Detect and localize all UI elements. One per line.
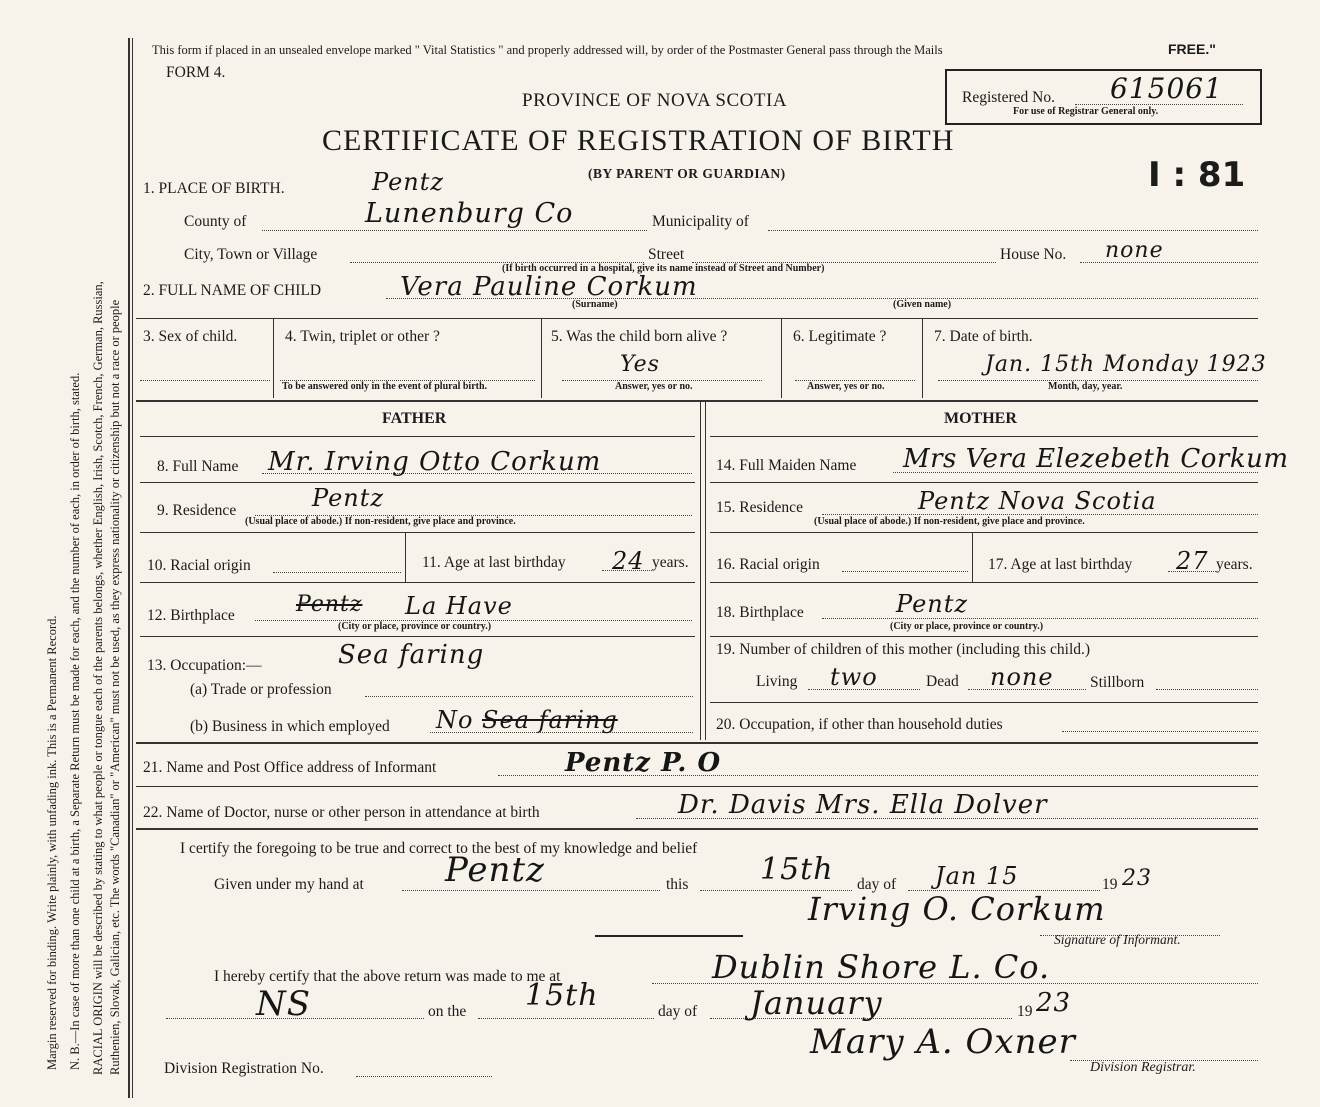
rule-doctor-bottom: [136, 828, 1258, 830]
business-label: (b) Business in which employed: [190, 718, 390, 735]
registrar-note: For use of Registrar General only.: [1013, 106, 1159, 117]
certify-line: I certify the foregoing to be true and correct to the best of my knowledge and belief: [180, 840, 698, 857]
year-value: 23: [1122, 866, 1152, 891]
informant-value: Pentz P. O: [565, 748, 722, 778]
father-birthplace-note: (City or place, province or country.): [338, 621, 492, 632]
mother-occupation-dots: [1062, 731, 1258, 732]
day-of-label: day of: [857, 876, 897, 893]
rule-father-h4: [140, 582, 695, 583]
free-label: FREE.": [1168, 41, 1216, 57]
father-name-value: Mr. Irving Otto Corkum: [268, 447, 602, 477]
father-birthplace-label: 12. Birthplace: [147, 607, 235, 624]
county-dots: [262, 230, 647, 231]
rule-mother-h1: [710, 436, 1258, 437]
stillborn-dots: [1156, 689, 1258, 690]
year-prefix: 19: [1102, 876, 1118, 893]
month2-value: January: [750, 984, 883, 1022]
rule-father-h5: [140, 636, 695, 637]
mother-name-label: 14. Full Maiden Name: [716, 457, 857, 474]
rule-father-h2: [140, 482, 695, 483]
mother-racial-dots: [842, 571, 968, 572]
margin-note-nb: N. B.—In case of more than one child at a birth, a Separate Return must be made for each, and the number of each, in order of birth, stated.: [68, 372, 82, 1070]
rule-mother-h6: [710, 702, 1258, 703]
mother-residence-value: Pentz Nova Scotia: [918, 487, 1157, 515]
father-birthplace-value: La Have: [405, 592, 513, 620]
father-residence-note: (Usual place of abode.) If non-resident, give place and province.: [245, 516, 516, 527]
rule-mother-h3: [710, 532, 1258, 533]
father-years-label: years.: [652, 554, 689, 571]
signature-dash: [595, 935, 743, 937]
registration-stamp: I : 81: [1148, 155, 1246, 195]
postal-notice: This form if placed in an unsealed envelope marked " Vital Statistics " and properly addressed will, by order of the Postmaster General pass through the Mails: [152, 43, 943, 57]
given-place-value: Pentz: [445, 850, 545, 890]
given-name-note: (Given name): [893, 299, 952, 310]
rule-row3-top: [136, 318, 1258, 319]
dob-value: Jan. 15th Monday 1923: [985, 352, 1267, 377]
mother-birthplace-dots: [822, 618, 1258, 619]
margin-note-racial: RACIAL ORIGIN will be described by stating to what people or tongue each of the parents belongs, whether English, Irish, Scotch, French, German, Russian,: [91, 281, 105, 1075]
margin-note-racial-2: Ruthenien, Slovak, Galician, etc. The words "Canadian" or "American" must not be used, as they express nationality or citizenship but not a race or people: [108, 299, 122, 1075]
rule-father-v-age: [405, 532, 406, 582]
registrar-signature: Mary A. Oxner: [810, 1022, 1076, 1062]
father-residence-label: 9. Residence: [157, 502, 237, 519]
business-struck: Sea faring: [482, 706, 618, 734]
rule-row3-v3: [781, 318, 782, 398]
rule-parents-mid-2: [705, 402, 706, 740]
dob-note: Month, day, year.: [1048, 381, 1123, 392]
twin-label: 4. Twin, triplet or other ?: [285, 328, 440, 345]
street-note: (If birth occurred in a hospital, give its name instead of Street and Number): [502, 263, 825, 274]
mother-residence-label: 15. Residence: [716, 499, 803, 516]
stillborn-label: Stillborn: [1090, 674, 1145, 691]
mother-racial-label: 16. Racial origin: [716, 556, 820, 573]
month-value: Jan 15: [935, 862, 1019, 890]
rule-mother-h5: [710, 636, 1258, 637]
mother-residence-note: (Usual place of abode.) If non-resident, give place and province.: [814, 516, 1085, 527]
doctor-value: Dr. Davis Mrs. Ella Dolver: [678, 790, 1048, 820]
year2-prefix: 19: [1017, 1003, 1033, 1020]
given-under-label: Given under my hand at: [214, 876, 364, 893]
mother-occupation-label: 20. Occupation, if other than household duties: [716, 716, 1003, 733]
rule-father-h1: [140, 436, 695, 437]
rule-mother-h2: [710, 482, 1258, 483]
rule-mother-h4: [710, 582, 1258, 583]
father-age-label: 11. Age at last birthday: [422, 554, 566, 571]
rule-row3-v2: [541, 318, 542, 398]
rule-row3-v4: [922, 318, 923, 398]
municipality-dots: [768, 230, 1258, 231]
signature-of-informant-label: Signature of Informant.: [1054, 932, 1181, 947]
rule-row3-v1: [273, 318, 274, 398]
rule-parents-bottom: [136, 742, 1258, 744]
margin-note-binding: Margin reserved for binding. Write plainly, with unfading ink. This is a Permanent Record.: [45, 615, 59, 1070]
division-registration-label: Division Registration No.: [164, 1060, 324, 1077]
division-registrar-label: Division Registrar.: [1090, 1060, 1196, 1075]
father-age-value: 24: [612, 547, 645, 575]
binding-margin-line-2: [132, 38, 133, 1098]
on-the-label: on the: [428, 1003, 467, 1020]
mother-birthplace-value: Pentz: [896, 590, 969, 618]
province-heading: PROVINCE OF NOVA SCOTIA: [522, 90, 788, 111]
father-residence-value: Pentz: [312, 484, 385, 512]
father-racial-label: 10. Racial origin: [147, 557, 251, 574]
county-label: County of: [184, 213, 247, 230]
rule-informant-bottom: [136, 786, 1258, 787]
child-name-label: 2. FULL NAME OF CHILD: [143, 282, 322, 299]
division-registration-dots: [356, 1076, 492, 1077]
municipality-label: Municipality of: [652, 213, 749, 230]
given-place-dots: [402, 890, 660, 891]
rule-mother-v-age: [972, 532, 973, 582]
business-value: No: [436, 706, 474, 734]
house-label: House No.: [1000, 246, 1067, 263]
place-of-birth-value: Pentz: [372, 168, 445, 196]
hereby-place-value: Dublin Shore L. Co.: [712, 948, 1051, 986]
father-racial-dots: [273, 572, 401, 573]
house-value: none: [1105, 238, 1164, 263]
alive-value: Yes: [620, 352, 660, 377]
dead-label: Dead: [926, 673, 959, 690]
rule-parents-mid-1: [700, 402, 701, 740]
doctor-label: 22. Name of Doctor, nurse or other person in attendance at birth: [143, 804, 540, 821]
county-value: Lunenburg Co: [365, 198, 574, 229]
father-heading: FATHER: [382, 410, 447, 427]
city-label: City, Town or Village: [184, 246, 318, 263]
this-day-value: 15th: [760, 852, 834, 887]
legitimate-note: Answer, yes or no.: [807, 381, 885, 392]
sex-dots: [140, 380, 270, 381]
mother-heading: MOTHER: [944, 410, 1017, 427]
mother-name-value: Mrs Vera Elezebeth Corkum: [903, 444, 1289, 474]
trade-dots: [365, 696, 693, 697]
form-number: FORM 4.: [166, 64, 226, 81]
page-subtitle: (BY PARENT OR GUARDIAN): [588, 166, 786, 181]
living-value: two: [830, 663, 878, 691]
street-label: Street: [648, 246, 685, 263]
sex-label: 3. Sex of child.: [143, 328, 238, 345]
dead-value: none: [990, 663, 1054, 691]
rule-father-h3: [140, 532, 695, 533]
registered-label: Registered No.: [962, 89, 1055, 106]
this-label: this: [666, 876, 689, 893]
on-the-value: 15th: [525, 978, 599, 1013]
living-label: Living: [756, 673, 798, 690]
ns-value: NS: [256, 984, 312, 1024]
hereby-label: I hereby certify that the above return was made to me at: [214, 968, 561, 985]
mother-birthplace-label: 18. Birthplace: [716, 604, 804, 621]
binding-margin-line: [128, 38, 130, 1098]
informant-label: 21. Name and Post Office address of Informant: [143, 759, 437, 776]
father-occupation-value: Sea faring: [338, 640, 485, 670]
mother-children-label: 19. Number of children of this mother (including this child.): [716, 641, 1091, 658]
twin-note: To be answered only in the event of plural birth.: [282, 381, 488, 392]
on-the-dots: [478, 1018, 654, 1019]
father-birthplace-struck: Pentz: [296, 592, 363, 617]
legitimate-label: 6. Legitimate ?: [793, 328, 887, 345]
page-title: CERTIFICATE OF REGISTRATION OF BIRTH: [322, 124, 955, 157]
rule-parents-top: [136, 400, 1258, 402]
alive-label: 5. Was the child born alive ?: [551, 328, 728, 345]
trade-label: (a) Trade or profession: [190, 681, 332, 698]
alive-note: Answer, yes or no.: [615, 381, 693, 392]
surname-note: (Surname): [572, 299, 618, 310]
father-occupation-label: 13. Occupation:—: [147, 657, 262, 674]
registered-value: 615061: [1110, 72, 1223, 105]
father-name-label: 8. Full Name: [157, 458, 239, 475]
place-of-birth-label: 1. PLACE OF BIRTH.: [143, 180, 285, 197]
mother-years-label: years.: [1216, 556, 1253, 573]
mother-age-value: 27: [1176, 547, 1209, 575]
day-of-label-2: day of: [658, 1003, 698, 1020]
mother-age-label: 17. Age at last birthday: [988, 556, 1133, 573]
dob-label: 7. Date of birth.: [934, 328, 1033, 345]
informant-signature: Irving O. Corkum: [808, 890, 1106, 928]
mother-birthplace-note: (City or place, province or country.): [890, 621, 1044, 632]
child-name-value: Vera Pauline Corkum: [400, 272, 698, 302]
year2-value: 23: [1036, 988, 1072, 1018]
